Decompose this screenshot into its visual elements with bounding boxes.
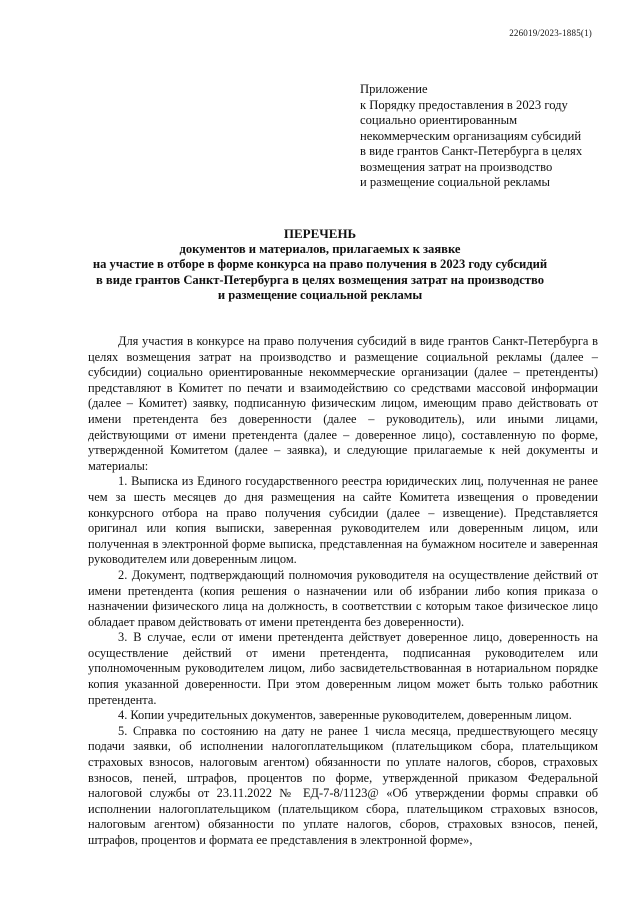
title-line: и размещение социальной рекламы [217, 288, 423, 303]
title-line: на участие в отборе в форме конкурса на право получения в 2023 году субсидий [92, 257, 548, 272]
appendix-line: возмещения затрат на производство [360, 159, 553, 174]
document-registration-number: 226019/2023-1885(1) [509, 28, 592, 38]
document-title [60, 226, 580, 304]
appendix-line: в виде грантов Санкт-Петербурга в целях [360, 144, 583, 158]
appendix-header [360, 82, 610, 191]
list-item-2: 2. Документ, подтверждающий полномочия руководителя на осуществление действий от имени претендента (копия решения о назначении или об избрании либо копия приказа о назначении физического лица на должность, в соответствии с которым такое физическое лицо обладает правом действовать от имени претендента без доверенности). [88, 567, 598, 629]
intro-paragraph: Для участия в конкурсе на право получения субсидий в виде грантов Санкт-Петербурга в целях возмещения затрат на производство и размещение социальной рекламы (далее – субсидии) социально ориентированные некоммерческие организации (далее – претенденты) представляют в Комитет по печати и взаимодействию со средствами массовой информации (далее – Комитет) заявку, подписанную физическим лицом, имеющим право действовать от имени претендента без доверенности (далее – руководитель), или иными лицами, действующими от имени претендента (далее – доверенное лицо), составленную по форме, утвержденной Комитетом (далее – заявка), и следующие прилагаемые к ней документы и материалы: [88, 334, 598, 473]
appendix-line: Приложение [360, 82, 428, 96]
list-item-5: 5. Справка по состоянию на дату не ранее 1 числа месяца, предшествующего месяцу подачи заявки, об исполнении налогоплательщиком (плательщиком сбора, плательщиком страховых взносов, налоговым агентом) обязанности по уплате налогов, сборов, страховых взносов, пеней, штрафов, процентов по форме, утвержденной приказом Федеральной налоговой службы от 23.11.2022 № ЕД-7-8/1123@ «Об утверждении формы справки об исполнении налогоплательщиком (плательщиком сбора, плательщиком страховых взносов, налоговым агентом) обязанности по уплате налогов, сборов, страховых взносов, пеней, штрафов, процентов и формата ее представления в электронной форме», [88, 723, 598, 847]
appendix-line: и размещение социальной рекламы [360, 175, 550, 189]
title-heading: ПЕРЕЧЕНЬ [283, 226, 357, 241]
list-item-3: 3. В случае, если от имени претендента действует доверенное лицо, доверенность на осуществление действий от имени претендента, подписанная руководителем или уполномоченным руководителем лицом, либо засвидетельствованная в нотариальном порядке копия указанной доверенности. При этом доверенным лицом может быть только работник претендента. [88, 630, 598, 707]
list-item-4: 4. Копии учредительных документов, заверенные руководителем, доверенным лицом. [118, 708, 572, 723]
appendix-line: социально ориентированным [360, 113, 518, 127]
document-body [88, 334, 598, 849]
title-line: в виде грантов Санкт-Петербурга в целях возмещения затрат на производство [95, 272, 545, 287]
appendix-line: некоммерческим организациям субсидий [360, 128, 582, 143]
list-item-1: 1. Выписка из Единого государственного реестра юридических лиц, полученная не ранее чем за шесть месяцев до дня размещения на сайте Комитета извещения о проведении конкурсного отбора на право получения субсидии (далее – извещение). Представляется оригинал или копия выписки, заверенная руководителем или доверенным лицом, или полученная в электронной форме выписка, представленная на бумажном носителе и заверенная руководителем или доверенным лицом. [88, 474, 598, 567]
title-line: документов и материалов, прилагаемых к заявке [179, 241, 461, 256]
appendix-line: к Порядку предоставления в 2023 году [360, 97, 568, 112]
